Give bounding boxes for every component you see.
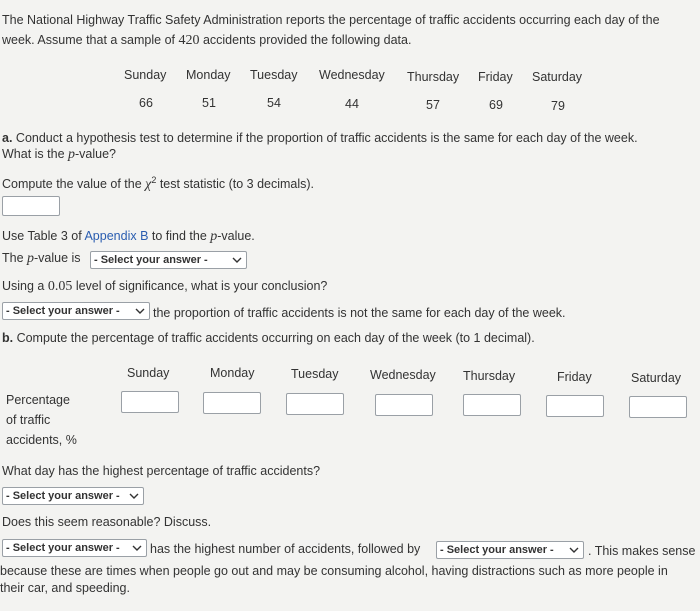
pct-row-label-2: of traffic bbox=[6, 413, 51, 427]
discuss-middle-text: has the highest number of accidents, followed by bbox=[150, 542, 421, 556]
part-a-question bbox=[2, 131, 638, 145]
intro-line-1: The National Highway Traffic Safety Administration reports the percentage of traffic accidents occurring each day of the bbox=[2, 13, 660, 27]
text: Compute the value of the bbox=[2, 177, 146, 192]
table-header-friday: Friday bbox=[478, 70, 513, 84]
pct-input-thursday[interactable] bbox=[463, 394, 521, 416]
pct-input-sunday[interactable] bbox=[121, 391, 179, 413]
use-table-instruction bbox=[2, 229, 255, 245]
conclusion-select[interactable] bbox=[2, 302, 150, 320]
table-header-monday: Monday bbox=[186, 68, 231, 82]
table-header-saturday: Saturday bbox=[532, 70, 583, 84]
pvalue-label bbox=[2, 251, 81, 267]
table-value-tuesday: 54 bbox=[267, 96, 281, 110]
table-value-saturday: 79 bbox=[551, 99, 565, 113]
table-value-wednesday: 44 bbox=[345, 97, 359, 111]
text: to find the bbox=[148, 229, 211, 243]
highest-day-question: What day has the highest percentage of traffic accidents? bbox=[2, 464, 321, 478]
p-var: p bbox=[68, 147, 75, 162]
pct-header-thursday: Thursday bbox=[463, 369, 516, 383]
discuss-end-text: . This makes sense bbox=[588, 544, 696, 558]
pct-header-tuesday: Tuesday bbox=[291, 367, 339, 381]
conclusion-text: the proportion of traffic accidents is not the same for each day of the week. bbox=[153, 306, 566, 320]
chi-symbol: χ bbox=[145, 177, 152, 193]
text: The bbox=[2, 251, 28, 265]
pct-input-wednesday[interactable] bbox=[375, 394, 433, 416]
part-a-text: Conduct a hypothesis test to determine if the proportion of traffic accidents is the same for each day of the week. bbox=[12, 131, 638, 145]
highest-day-select[interactable] bbox=[2, 487, 144, 505]
chi-square-input[interactable] bbox=[2, 196, 60, 216]
select-placeholder: - Select your answer - bbox=[6, 542, 120, 554]
chevron-down-icon bbox=[129, 491, 139, 501]
table-value-monday: 51 bbox=[202, 96, 216, 110]
select-placeholder: - Select your answer - bbox=[94, 254, 208, 266]
reasonable-question: Does this seem reasonable? Discuss. bbox=[2, 515, 212, 529]
pct-input-saturday[interactable] bbox=[629, 396, 687, 418]
intro-text-end: accidents provided the following data. bbox=[199, 33, 412, 47]
discuss-select-1[interactable] bbox=[2, 539, 147, 557]
pct-input-friday[interactable] bbox=[546, 395, 604, 417]
pct-header-monday: Monday bbox=[210, 366, 255, 380]
text: Using a bbox=[2, 279, 48, 293]
compute-chi-square-prompt bbox=[2, 175, 314, 193]
pvalue-select[interactable] bbox=[90, 251, 247, 269]
chevron-down-icon bbox=[569, 545, 579, 555]
text: test statistic (to 3 decimals). bbox=[156, 177, 315, 192]
text: -value? bbox=[75, 147, 116, 161]
text: level of significance, what is your conclusion? bbox=[72, 279, 328, 293]
pct-header-friday: Friday bbox=[557, 370, 592, 384]
table-header-sunday: Sunday bbox=[124, 68, 167, 82]
discuss-select-2[interactable] bbox=[436, 541, 584, 559]
intro-line-2 bbox=[2, 33, 411, 49]
chevron-down-icon bbox=[132, 543, 142, 553]
superscript: 2 bbox=[151, 175, 157, 185]
p-var: p bbox=[210, 229, 218, 244]
table-header-wednesday: Wednesday bbox=[319, 68, 385, 82]
table-header-tuesday: Tuesday bbox=[250, 68, 298, 82]
part-a-pvalue-question bbox=[2, 147, 116, 163]
part-b-label: b. bbox=[2, 331, 14, 345]
text: What is the bbox=[2, 147, 68, 161]
alpha-value: 0.05 bbox=[47, 279, 73, 294]
discuss-line-2: because these are times when people go out and may be consuming alcohol, having distractions such as more people in bbox=[0, 564, 668, 578]
discuss-line-3: their car, and speeding. bbox=[0, 581, 130, 595]
select-placeholder: - Select your answer - bbox=[6, 490, 120, 502]
table-value-thursday: 57 bbox=[426, 98, 440, 112]
pct-header-saturday: Saturday bbox=[631, 371, 682, 385]
part-b-text: Compute the percentage of traffic accidents occurring on each day of the week (to 1 decimal). bbox=[13, 331, 535, 345]
text: -value is bbox=[34, 251, 81, 265]
part-b-question bbox=[2, 331, 535, 345]
sample-size: 420 bbox=[178, 33, 200, 48]
pct-row-label-3: accidents, % bbox=[6, 433, 77, 447]
pct-input-tuesday[interactable] bbox=[286, 393, 344, 415]
intro-text: week. Assume that a sample of bbox=[2, 33, 179, 47]
p-var: p bbox=[27, 251, 35, 266]
table-value-sunday: 66 bbox=[139, 96, 153, 110]
text: -value. bbox=[217, 229, 255, 243]
chevron-down-icon bbox=[232, 255, 242, 265]
text: Use Table 3 of bbox=[2, 229, 85, 243]
chevron-down-icon bbox=[135, 306, 145, 316]
significance-question bbox=[2, 279, 327, 295]
appendix-b-link[interactable]: Appendix B bbox=[84, 229, 149, 243]
pct-input-monday[interactable] bbox=[203, 392, 261, 414]
select-placeholder: - Select your answer - bbox=[440, 544, 554, 556]
part-a-label: a. bbox=[2, 131, 13, 145]
table-value-friday: 69 bbox=[489, 98, 503, 112]
pct-header-wednesday: Wednesday bbox=[370, 368, 436, 382]
select-placeholder: - Select your answer - bbox=[6, 305, 120, 317]
pct-row-label-1: Percentage bbox=[6, 393, 70, 407]
pct-header-sunday: Sunday bbox=[127, 366, 170, 380]
table-header-thursday: Thursday bbox=[407, 70, 460, 84]
